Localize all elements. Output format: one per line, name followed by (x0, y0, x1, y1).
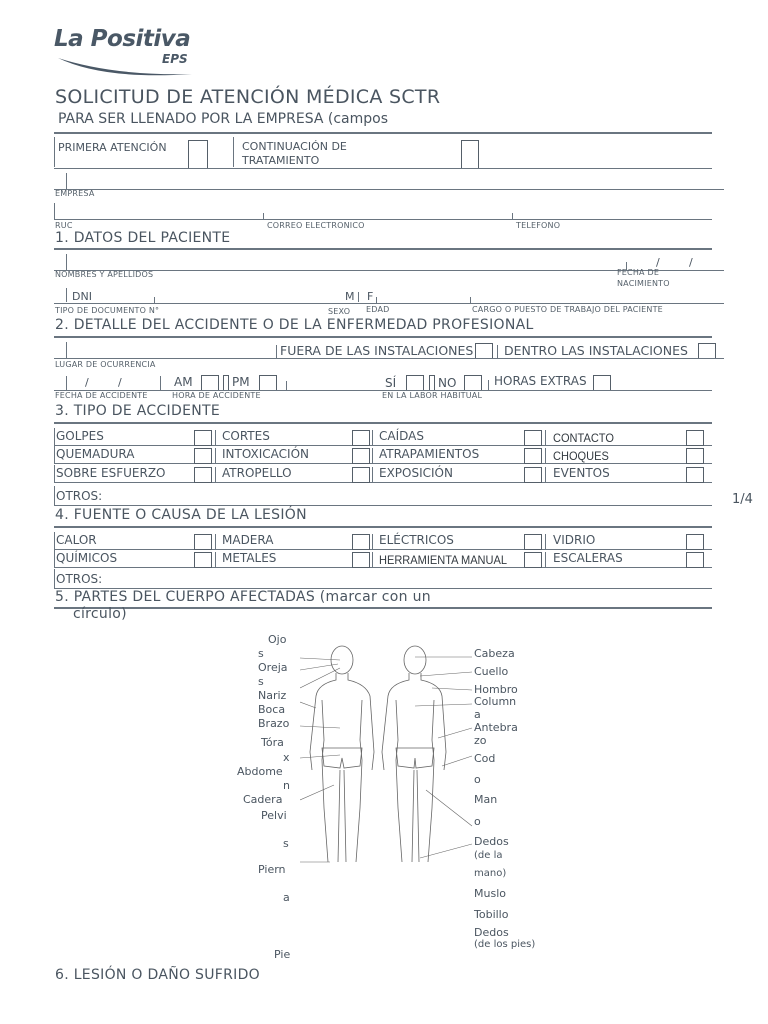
mano-label[interactable]: Man (474, 793, 498, 806)
dedos-mano-sub-2[interactable]: mano) (474, 868, 507, 879)
labor-label: EN LA LABOR HABITUAL (382, 391, 483, 400)
field-tick (160, 376, 161, 390)
pm-checkbox-left[interactable] (223, 375, 229, 391)
grid-edge (54, 465, 55, 482)
telefono-label: TELEFONO (516, 221, 561, 230)
form-subtitle: PARA SER LLENADO POR LA EMPRESA (campos (58, 111, 388, 127)
torax-label-2[interactable]: x (283, 751, 290, 764)
logo-brand: La Positiva (54, 26, 191, 52)
divider (54, 336, 712, 338)
grid-divider (545, 552, 546, 567)
no-label: NO (438, 376, 457, 390)
grid-divider (372, 534, 373, 549)
accident-type-option-checkbox[interactable] (352, 430, 370, 446)
cuello-label[interactable]: Cuello (474, 665, 509, 678)
sex-m-option[interactable]: M (345, 290, 355, 303)
accident-type-option-label: INTOXICACIÓN (222, 447, 309, 461)
grid-divider (545, 430, 546, 445)
field-tick (512, 213, 513, 219)
torax-label[interactable]: Tóra (261, 736, 284, 749)
cause-option-label: HERRAMIENTA MANUAL (379, 553, 508, 567)
codo-label-2[interactable]: o (474, 773, 481, 786)
grid-edge (54, 446, 55, 463)
field-tick (66, 376, 67, 390)
field-tick (470, 297, 471, 303)
dedos-mano-sub[interactable]: (de la (474, 850, 503, 861)
columna-label[interactable]: Column (474, 695, 517, 708)
section-4-title: 4. FUENTE O CAUSA DE LA LESIÓN (55, 507, 307, 523)
tobillo-label[interactable]: Tobillo (474, 908, 509, 921)
sex-f-option[interactable]: F (367, 290, 374, 303)
grid-divider (372, 552, 373, 567)
back-legs (412, 770, 419, 862)
grid-edge (54, 532, 55, 549)
accident-type-option-checkbox[interactable] (352, 467, 370, 483)
antebrazo-label-2[interactable]: zo (474, 734, 487, 747)
dentro-checkbox[interactable] (698, 343, 716, 359)
antebrazo-label[interactable]: Antebra (474, 721, 518, 734)
divider (54, 607, 712, 609)
cause-option-label: MADERA (222, 533, 274, 547)
sexo-label: SEXO (328, 307, 351, 316)
accident-type-option-label: GOLPES (56, 429, 104, 443)
divider (54, 132, 712, 134)
doc-row-field[interactable] (54, 303, 724, 304)
grid-row-line (54, 463, 712, 464)
cause-option-label: VIDRIO (553, 533, 596, 547)
field-tick (66, 173, 67, 189)
si-checkbox[interactable] (406, 375, 424, 391)
dedos-mano-label[interactable]: Dedos (474, 835, 509, 848)
boca-label[interactable]: Boca (258, 703, 286, 716)
front-shorts (322, 748, 362, 768)
cause-option-checkbox[interactable] (524, 534, 542, 550)
ruc-field[interactable] (54, 219, 712, 220)
field-tick (66, 254, 67, 270)
tipo-doc-label: TIPO DE DOCUMENTO N° (55, 306, 160, 315)
accident-type-option-label: EVENTOS (553, 466, 610, 480)
accident-type-option-checkbox[interactable] (524, 467, 542, 483)
divider (54, 137, 55, 167)
am-checkbox[interactable] (201, 375, 219, 391)
field-tick (497, 345, 498, 358)
nombres-label: NOMBRES Y APELLIDOS (55, 270, 154, 279)
page-number: 1/4 (732, 492, 753, 507)
field-tick (276, 345, 277, 358)
grid-divider (215, 467, 216, 482)
grid-divider (372, 448, 373, 463)
cause-option-label: METALES (222, 551, 277, 565)
am-label: AM (174, 375, 193, 389)
field-tick (358, 292, 359, 302)
hombro-label[interactable]: Hombro (474, 683, 518, 696)
field-tick (54, 486, 55, 505)
form-title: SOLICITUD DE ATENCIÓN MÉDICA SCTR (55, 86, 441, 108)
cause-option-checkbox[interactable] (194, 552, 212, 568)
codo-label[interactable]: Cod (474, 752, 496, 765)
grid-edge (54, 550, 55, 567)
field-tick (286, 381, 287, 390)
grid-divider (215, 430, 216, 445)
grid-divider (215, 448, 216, 463)
dedos-pies-sub[interactable]: (de los pies) (474, 939, 536, 950)
section-6-title: 6. LESIÓN O DAÑO SUFRIDO (55, 967, 260, 983)
pm-checkbox[interactable] (259, 375, 277, 391)
field-tick (376, 297, 377, 303)
cadera-label[interactable]: Cadera (243, 793, 283, 806)
lugar-field[interactable] (54, 358, 724, 359)
field-tick (154, 297, 155, 303)
cause-option-checkbox[interactable] (686, 552, 704, 568)
accident-type-option-checkbox[interactable] (686, 430, 704, 446)
accident-type-option-checkbox[interactable] (352, 448, 370, 464)
ojos-label[interactable]: Ojo (268, 633, 287, 646)
horas-extras-label: HORAS EXTRAS (494, 374, 587, 388)
grid-divider (372, 430, 373, 445)
section-5-title: 5. PARTES DEL CUERPO AFECTADAS (marcar con un (55, 589, 431, 605)
grid-divider (545, 534, 546, 549)
cabeza-label[interactable]: Cabeza (474, 647, 515, 660)
grid-row-line (54, 445, 712, 446)
abdomen-label-2[interactable]: n (283, 779, 290, 792)
accident-type-option-checkbox[interactable] (194, 430, 212, 446)
front-legs (338, 770, 346, 862)
columna-label-2[interactable]: a (474, 708, 481, 721)
ojos-label-2[interactable]: s (258, 647, 264, 660)
cause-option-checkbox[interactable] (524, 552, 542, 568)
birth-date-sep: / (689, 256, 693, 269)
front-torso (310, 673, 374, 770)
pelvis-label-2[interactable]: s (283, 837, 289, 850)
lugar-label: LUGAR DE OCURRENCIA (55, 360, 156, 369)
back-body (396, 700, 434, 862)
edad-label: EDAD (366, 305, 390, 314)
fecha-nac-label-2: NACIMIENTO (617, 279, 670, 288)
hora-acc-label: HORA DE ACCIDENTE (172, 391, 261, 400)
section-5-title-2: círculo) (73, 606, 127, 622)
accident-type-option-label: CORTES (222, 429, 270, 443)
grid-row-line (54, 567, 712, 568)
grid-row-line (54, 549, 712, 550)
cause-option-label: QUÍMICOS (56, 551, 118, 565)
nariz-label[interactable]: Nariz (258, 689, 287, 702)
first-attention-label: PRIMERA ATENCIÓN (58, 141, 167, 154)
grid-divider (215, 552, 216, 567)
birth-date-sep: / (656, 256, 660, 269)
divider (233, 137, 234, 167)
no-checkbox-left[interactable] (429, 375, 435, 391)
grid-divider (545, 448, 546, 463)
accident-type-option-checkbox[interactable] (194, 448, 212, 464)
pierna-label[interactable]: Piern (258, 863, 286, 876)
field-tick (66, 288, 67, 302)
cause-option-checkbox[interactable] (352, 552, 370, 568)
continuation-label-1: CONTINUACIÓN DE (242, 140, 347, 153)
section-2-title: 2. DETALLE DEL ACCIDENTE O DE LA ENFERMEDAD PROFESIONAL (55, 317, 534, 333)
cause-option-checkbox[interactable] (194, 534, 212, 550)
accident-type-option-label: EXPOSICIÓN (379, 466, 453, 480)
fuera-checkbox[interactable] (475, 343, 493, 359)
dni-label: DNI (72, 290, 92, 303)
correo-label: CORREO ELECTRONICO (267, 221, 365, 230)
dentro-label: DENTRO LAS INSTALACIONES (504, 343, 688, 358)
accident-type-option-label: ATROPELLO (222, 466, 292, 480)
divider (54, 168, 712, 169)
pelvis-label[interactable]: Pelvi (261, 809, 287, 822)
s4-otros-label: OTROS: (56, 572, 103, 586)
accident-type-option-checkbox[interactable] (194, 467, 212, 483)
horas-extras-checkbox[interactable] (593, 375, 611, 391)
field-tick (54, 203, 55, 219)
grid-edge (54, 428, 55, 445)
logo-swoosh (54, 54, 204, 82)
cause-option-label: CALOR (56, 533, 97, 547)
accident-type-option-label: QUEMADURA (56, 447, 135, 461)
accident-type-option-checkbox[interactable] (524, 448, 542, 464)
pierna-label-2[interactable]: a (283, 891, 290, 904)
section-1-title: 1. DATOS DEL PACIENTE (55, 230, 231, 246)
empresa-label: EMPRESA (55, 189, 95, 198)
first-attention-checkbox[interactable] (188, 140, 208, 169)
section-3-title: 3. TIPO DE ACCIDENTE (55, 403, 220, 419)
continuation-label-2: TRATAMIENTO (242, 154, 320, 167)
muslo-label[interactable]: Muslo (474, 887, 506, 900)
body-diagram[interactable] (300, 640, 480, 872)
fuera-label: FUERA DE LAS INSTALACIONES (280, 343, 474, 358)
si-label: SÍ (385, 376, 397, 390)
empresa-field[interactable] (54, 189, 724, 190)
grid-divider (372, 467, 373, 482)
pie-label[interactable]: Pie (274, 948, 291, 961)
accident-type-option-label: CAÍDAS (379, 429, 424, 443)
divider (54, 526, 712, 528)
accident-type-option-checkbox[interactable] (686, 467, 704, 483)
field-tick (263, 213, 264, 219)
field-tick (54, 569, 55, 588)
cause-option-label: ELÉCTRICOS (379, 533, 454, 547)
back-shorts (396, 748, 434, 768)
abdomen-label[interactable]: Abdome (237, 765, 283, 778)
divider (54, 422, 712, 424)
fecha-nac-label-1: FECHA DE (617, 268, 660, 277)
field-tick (488, 380, 489, 390)
accident-type-option-label: SOBRE ESFUERZO (56, 466, 166, 480)
accident-type-option-label: CHOQUES (553, 449, 609, 463)
divider (54, 248, 712, 250)
cargo-label: CARGO O PUESTO DE TRABAJO DEL PACIENTE (472, 305, 663, 314)
mano-label-2[interactable]: o (474, 815, 481, 828)
accident-date-sep: / (85, 376, 89, 389)
orejas-label-2[interactable]: s (258, 675, 264, 688)
brazo-label[interactable]: Brazo (258, 717, 290, 730)
grid-row-line (54, 482, 712, 483)
grid-divider (545, 467, 546, 482)
accident-type-option-checkbox[interactable] (686, 448, 704, 464)
accident-type-option-label: CONTACTO (553, 431, 614, 445)
cause-option-label: ESCALERAS (553, 551, 623, 565)
accident-date-sep: / (118, 376, 122, 389)
ruc-label: RUC (55, 221, 73, 230)
back-head (404, 646, 426, 674)
accident-type-option-label: ATRAPAMIENTOS (379, 447, 480, 461)
accident-type-option-checkbox[interactable] (524, 430, 542, 446)
logo-sub: EPS (162, 52, 188, 66)
grid-divider (215, 534, 216, 549)
front-body (322, 700, 362, 862)
cause-option-checkbox[interactable] (352, 534, 370, 550)
no-checkbox[interactable] (464, 375, 482, 391)
field-tick (66, 342, 67, 358)
cause-option-checkbox[interactable] (686, 534, 704, 550)
back-torso (382, 673, 446, 770)
s3-otros-label: OTROS: (56, 489, 103, 503)
s3-otros-field[interactable] (54, 505, 712, 506)
company-logo (54, 26, 204, 82)
dedos-pies-label[interactable]: Dedos (474, 926, 509, 939)
pm-label: PM (232, 375, 250, 389)
continuation-checkbox[interactable] (461, 140, 479, 169)
fecha-acc-label: FECHA DE ACCIDENTE (55, 391, 148, 400)
orejas-label[interactable]: Oreja (258, 661, 288, 674)
